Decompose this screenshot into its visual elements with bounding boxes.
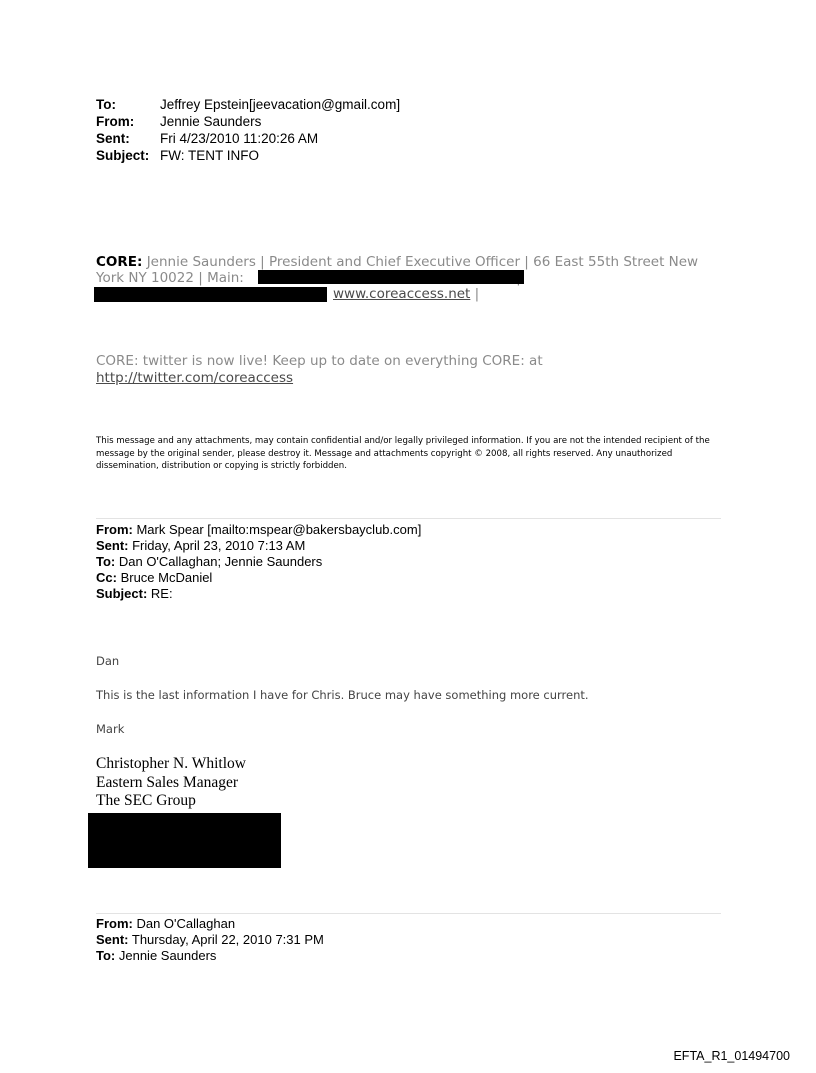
fwd1-to-value: Dan O'Callaghan; Jennie Saunders [115,554,323,569]
fwd1-subject-row [96,586,421,602]
sent-row [96,130,400,147]
contact-company: The SEC Group [96,792,196,809]
forward-header-2 [96,916,324,964]
fwd2-to-row [96,948,324,964]
contact-block [96,755,246,811]
fwd1-cc-value: Bruce McDaniel [116,570,213,585]
fwd2-to-value: Jennie Saunders [115,948,217,963]
forward-header-1 [96,522,421,602]
fwd1-sent-value: Friday, April 23, 2010 7:13 AM [128,538,306,553]
website-suffix: | [470,286,480,302]
sent-value: Fri 4/23/2010 11:20:26 AM [160,131,319,146]
fwd1-sent-row [96,538,421,554]
from-label: From: [96,114,135,129]
redaction-bar [94,287,327,302]
redaction-block [88,813,281,868]
twitter-notice [96,353,543,387]
fwd1-from-label: From: [96,522,133,537]
fwd1-subject-label: Subject: [96,586,148,601]
greeting: Dan [96,654,120,668]
separator [96,518,721,519]
redaction-bar [258,270,524,284]
twitter-line: CORE: twitter is now live! Keep up to date on everything CORE: at [96,353,543,369]
from-value: Jennie Saunders [160,114,262,129]
fwd2-from-row [96,916,324,932]
signoff: Mark [96,722,125,736]
signature-line-2-text: York NY 10022 | Main: [96,270,249,286]
contact-title: Eastern Sales Manager [96,773,239,791]
fwd1-cc-label: Cc: [96,570,117,585]
email-header [96,96,400,164]
fwd1-to-label: To: [96,554,116,569]
subject-label: Subject: [96,148,150,163]
fwd1-subject-value: RE: [147,586,173,601]
signature-line-1 [96,254,736,270]
subject-value: FW: TENT INFO [160,148,260,163]
sent-label: Sent: [96,131,130,146]
fwd1-cc-row [96,570,421,586]
fwd2-from-value: Dan O'Callaghan [132,916,236,931]
website-link[interactable]: www.coreaccess.net [333,286,471,302]
twitter-link[interactable]: http://twitter.com/coreaccess [96,370,294,386]
fwd2-sent-label: Sent: [96,932,129,947]
disclaimer: This message and any attachments, may contain confidential and/or legally privileged information. If you are not the intended recipient of the message by the original sender, please destroy it. Message and attachments copyright © 2008, all rights reserved. Any unauthorized dissemination, distribution or copying is strictly forbidden. [96,436,710,471]
fwd1-to-row [96,554,421,570]
fwd2-to-label: To: [96,948,116,963]
fwd2-sent-value: Thursday, April 22, 2010 7:31 PM [128,932,324,947]
to-value: Jeffrey Epstein[jeevacation@gmail.com] [160,97,401,112]
fwd1-from-row [96,522,421,538]
fwd2-sent-row [96,932,324,948]
to-row [96,96,400,113]
signature-line-1-text: Jennie Saunders | President and Chief Executive Officer | 66 East 55th Street New [142,254,699,270]
from-row [96,113,400,130]
to-label: To: [96,97,116,112]
message-text: This is the last information I have for Chris. Bruce may have something more current. [96,688,589,702]
fwd1-from-value: Mark Spear [mailto:mspear@bakersbayclub.com] [132,522,422,537]
core-label: CORE: [96,254,143,270]
fwd1-sent-label: Sent: [96,538,129,553]
fwd2-from-label: From: [96,916,133,931]
subject-row [96,147,400,164]
document-id: EFTA_R1_01494700 [673,1049,790,1063]
separator [96,913,721,914]
contact-name: Christopher N. Whitlow [96,755,246,772]
